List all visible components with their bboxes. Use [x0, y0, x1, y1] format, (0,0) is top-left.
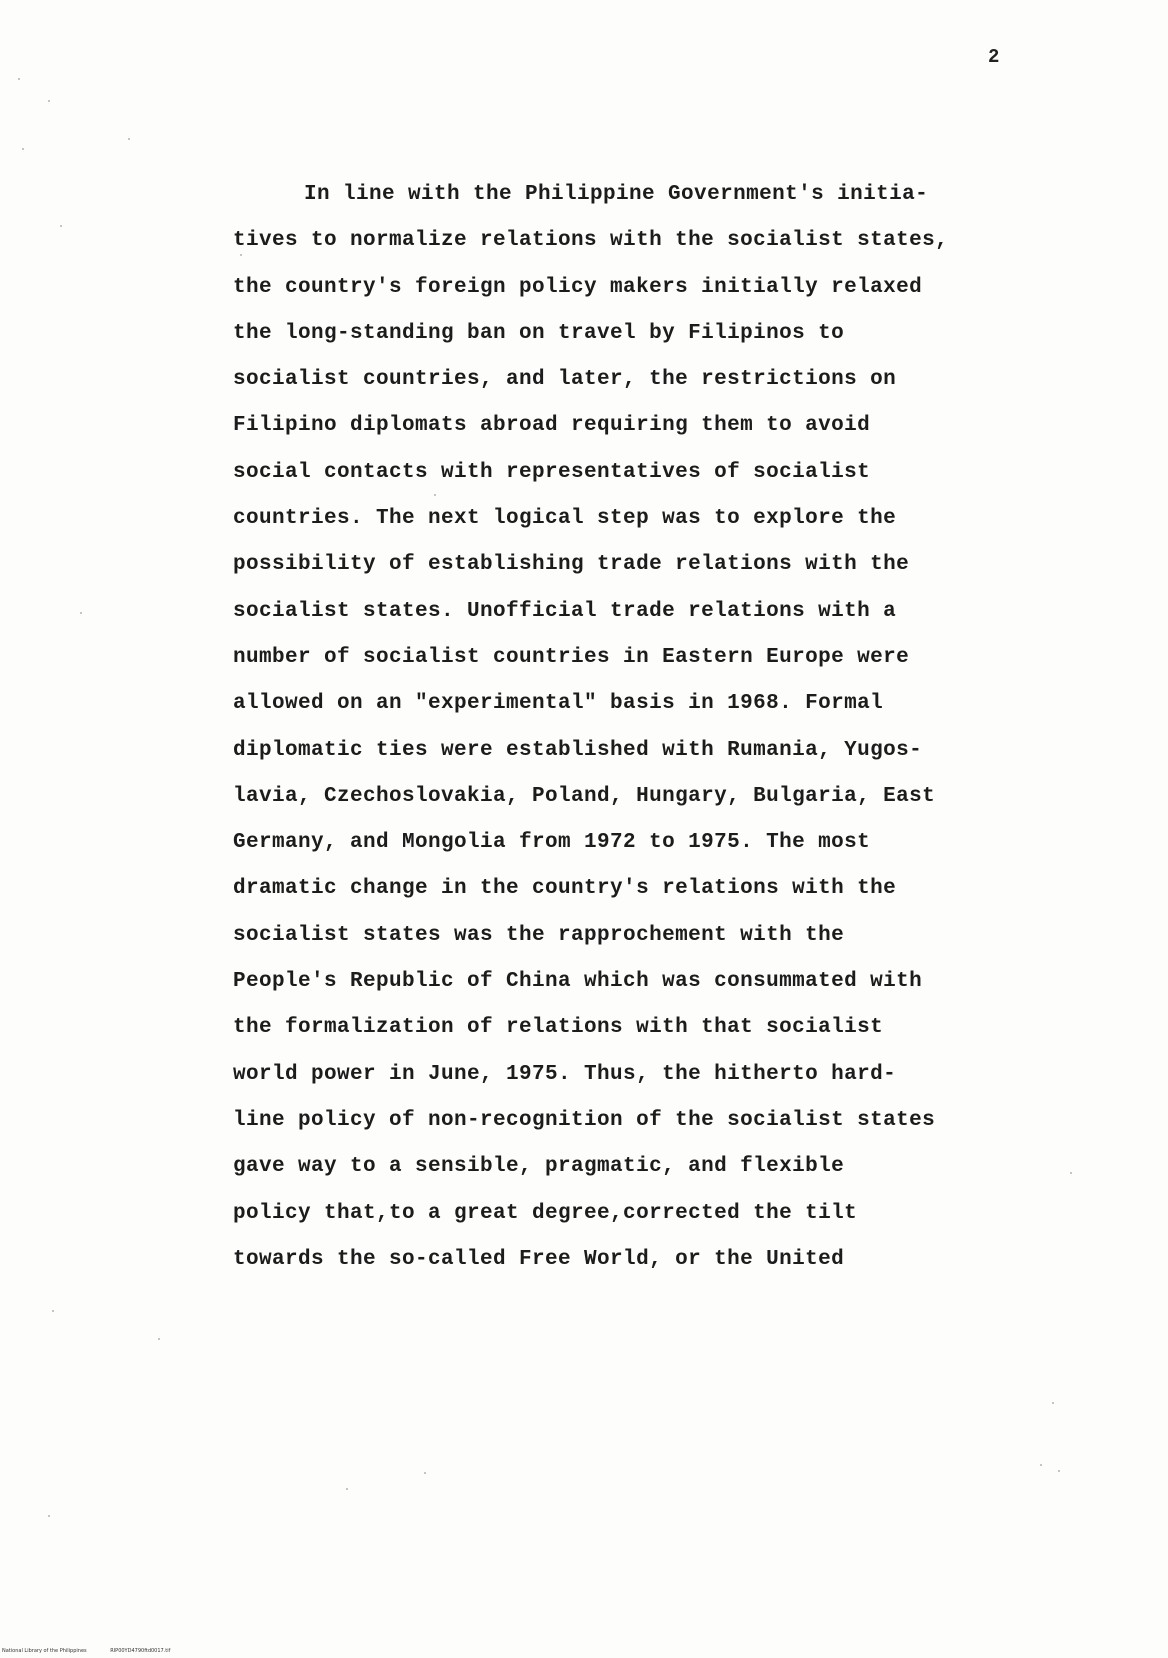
text-line-11: number of socialist countries in Eastern Europe were	[233, 645, 910, 669]
scan-speck	[346, 1488, 348, 1490]
scan-speck	[80, 612, 82, 614]
text-line-17: socialist states was the rapprochement with the	[233, 923, 845, 947]
scan-speck	[1070, 1172, 1072, 1174]
footer-library: National Library of the Philippines	[2, 1648, 87, 1654]
page-number: 2	[988, 46, 1000, 68]
scan-speck	[48, 1515, 50, 1517]
scan-speck	[1058, 1470, 1060, 1472]
scan-speck	[424, 1472, 426, 1474]
text-line-22: gave way to a sensible, pragmatic, and flexible	[233, 1155, 845, 1179]
text-line-20: world power in June, 1975. Thus, the hitherto hard-	[233, 1062, 897, 1086]
text-line-4: the long-standing ban on travel by Filipinos to	[233, 321, 845, 345]
text-line-24: towards the so-called Free World, or the United	[233, 1247, 845, 1271]
text-line-6: Filipino diplomats abroad requiring them to avoid	[233, 414, 871, 438]
footer	[2, 1648, 170, 1654]
text-line-10: socialist states. Unofficial trade relations with a	[233, 599, 897, 623]
text-line-16: dramatic change in the country's relations with the	[233, 877, 897, 901]
scan-speck	[60, 225, 62, 227]
text-line-8: countries. The next logical step was to explore the	[233, 507, 897, 531]
scan-speck	[1040, 1464, 1042, 1466]
scan-speck	[158, 1338, 160, 1340]
text-line-3: the country's foreign policy makers initially relaxed	[233, 275, 923, 299]
scan-speck	[240, 254, 242, 256]
text-line-7: social contacts with representatives of socialist	[233, 460, 871, 484]
text-line-15: Germany, and Mongolia from 1972 to 1975. The most	[233, 831, 871, 855]
footer-file-name: RIP00YD4790ftd0017.tif	[110, 1648, 171, 1654]
scan-speck	[48, 100, 50, 102]
text-line-12: allowed on an "experimental" basis in 1968. Formal	[233, 692, 884, 716]
scan-speck	[18, 78, 20, 80]
text-line-1: In line with the Philippine Government's initia-	[304, 183, 929, 206]
text-line-23: policy that,to a great degree,corrected the tilt	[233, 1201, 858, 1225]
scan-speck	[22, 148, 24, 150]
text-line-19: the formalization of relations with that socialist	[233, 1016, 884, 1040]
text-line-2: tives to normalize relations with the socialist states,	[233, 229, 949, 253]
scan-speck	[1052, 1402, 1054, 1404]
body-text	[233, 172, 1033, 1283]
text-line-5: socialist countries, and later, the restrictions on	[233, 368, 897, 392]
text-line-14: lavia, Czechoslovakia, Poland, Hungary, Bulgaria, East	[233, 784, 936, 808]
scan-speck	[434, 494, 436, 496]
text-line-18: People's Republic of China which was consummated with	[233, 970, 923, 994]
text-line-21: line policy of non-recognition of the socialist states	[233, 1108, 936, 1132]
scan-speck	[128, 138, 130, 140]
scan-speck	[52, 1310, 54, 1312]
text-line-9: possibility of establishing trade relations with the	[233, 553, 910, 577]
text-line-13: diplomatic ties were established with Rumania, Yugos-	[233, 738, 923, 762]
